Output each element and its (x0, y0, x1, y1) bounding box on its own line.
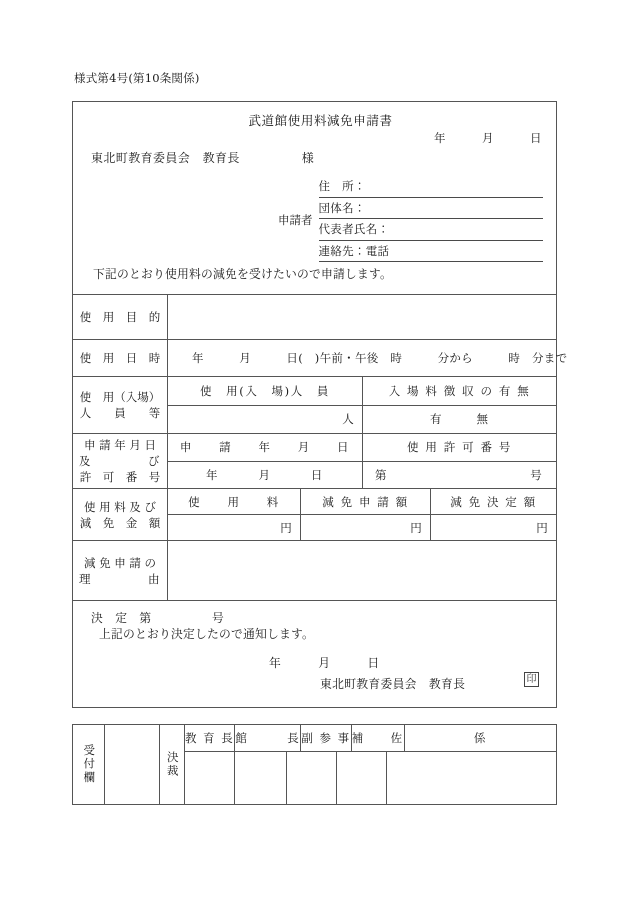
reason-input-area[interactable] (168, 541, 556, 600)
form-number: 様式第4号(第10条関係) (74, 71, 200, 85)
requested-reduction-header: 減 免 申 請 額 (301, 489, 431, 514)
permit-subtable (168, 434, 556, 488)
decision-block (73, 601, 556, 707)
label-purpose-line: 使 用 目 的 (79, 310, 161, 324)
applicant-phone-field[interactable]: 連絡先：電話 (319, 241, 544, 263)
approval-label-cell (160, 725, 185, 804)
decision-number-line[interactable]: 決 定 第 号 (91, 611, 225, 625)
approval-header-deputy: 副 参 事 (301, 725, 351, 751)
decision-date-line[interactable]: 年 月 日 (269, 656, 380, 670)
fee-value-row (168, 515, 556, 540)
label-fee-line2: 減 免 金 額 (79, 515, 161, 530)
permit-number-input[interactable] (363, 462, 556, 489)
approval-table (72, 724, 557, 805)
approval-stamp-director[interactable] (235, 752, 287, 804)
reception-label-cell (73, 725, 105, 804)
applicant-organization-field[interactable]: 団体名： (319, 198, 544, 220)
approval-header-staff: 係 (473, 731, 487, 745)
submission-date-line: 年 月 日 (434, 131, 542, 145)
permit-number-header: 使 用 許 可 番 号 (407, 440, 512, 455)
applicant-label: 申請者 (278, 213, 313, 227)
admission-fee-header: 入 場 料 徴 収 の 有 無 (388, 383, 531, 398)
decision-notice-text: 上記のとおり決定したので通知します。 (99, 627, 315, 641)
main-form-frame (72, 101, 568, 708)
row-usage-datetime (73, 340, 568, 377)
approval-columns (185, 725, 556, 804)
attendance-header-row (168, 377, 556, 406)
approval-stamp-assistant[interactable] (337, 752, 387, 804)
label-attendance-line2: 人 員 等 (79, 406, 161, 420)
label-permit-line1: 申 請 年 月 日 (83, 438, 157, 452)
usage-fee-input[interactable]: 円 (168, 515, 301, 540)
applicant-section (278, 176, 543, 262)
usage-datetime-value[interactable] (168, 340, 567, 376)
label-reason-line2: 理 由 (79, 571, 160, 586)
attendance-subtable (168, 377, 556, 433)
approval-stamp-deputy[interactable] (287, 752, 337, 804)
permit-value-row (168, 462, 556, 489)
approval-label: 決裁 (165, 751, 180, 778)
applicant-representative-field[interactable]: 代表者氏名： (319, 219, 544, 241)
approval-header-row (185, 725, 556, 752)
decided-reduction-input[interactable]: 円 (536, 520, 548, 535)
label-permit-line3: 許 可 番 号 (79, 470, 161, 484)
applicant-fields (319, 176, 544, 262)
approval-stamp-staff[interactable] (387, 752, 556, 804)
fee-subtable (168, 489, 556, 540)
label-fee-line1: 使 用 料 及 び (83, 499, 157, 514)
application-date-input[interactable]: 年 月 日 (168, 462, 363, 489)
permit-header-row (168, 434, 556, 462)
label-permit (73, 434, 168, 488)
requested-reduction-input[interactable]: 円 (301, 515, 431, 540)
approval-header-director: 館 長 (235, 725, 301, 751)
page-title: 武道館使用料減免申請書 (248, 113, 393, 128)
decided-reduction-header: 減 免 決 定 額 (450, 494, 537, 509)
decision-signer: 東北町教育委員会 教育長 (320, 677, 466, 691)
attendance-count-header: 使 用(入 場)人 員 (168, 377, 363, 405)
application-date-header: 申 請 年 月 日 (168, 434, 363, 461)
label-attendance-line1: 使 用（入場） (79, 390, 161, 404)
label-usage-datetime-line: 使 用 日 時 (79, 351, 161, 365)
purpose-input-area[interactable] (168, 295, 556, 339)
fee-header-row (168, 489, 556, 515)
approval-stamp-superintendent[interactable] (185, 752, 235, 804)
applicant-address-field[interactable]: 住 所： (319, 176, 544, 198)
attendance-value-row (168, 406, 556, 434)
row-fee (73, 489, 556, 541)
usage-datetime-text: 年 月 日( )午前・午後 時 分から 時 分まで (192, 351, 568, 365)
addressee-line: 東北町教育委員会 教育長 様 (91, 151, 315, 165)
admission-fee-options (430, 411, 489, 427)
seal-stamp-box[interactable]: 印 (524, 672, 539, 687)
attendance-count-input[interactable]: 人 (168, 406, 363, 434)
option-yes[interactable]: 有 (430, 412, 443, 427)
label-usage-datetime (73, 340, 168, 376)
approval-header-assistant: 補 佐 (352, 725, 405, 751)
row-permit (73, 434, 556, 489)
label-reason-line1: 減 免 申 請 の (83, 555, 157, 570)
permit-number-prefix: 第 (375, 467, 387, 482)
form-header-block (73, 102, 556, 295)
row-reason (73, 541, 556, 601)
reception-stamp-cell[interactable] (105, 725, 160, 804)
label-reason (73, 541, 168, 600)
approval-header-superintendent: 教 育 長 (185, 725, 235, 751)
usage-fee-header: 使 用 料 (168, 489, 301, 514)
label-permit-line2: 及 び (79, 454, 160, 468)
row-purpose (73, 295, 556, 340)
permit-number-suffix: 号 (530, 467, 542, 482)
reception-label: 受付欄 (82, 744, 97, 785)
approval-stamp-row (185, 752, 556, 804)
label-fee (73, 489, 168, 540)
intro-statement: 下記のとおり使用料の減免を受けたいので申請します。 (93, 267, 392, 281)
row-attendance (73, 377, 556, 434)
admission-fee-choice[interactable] (363, 406, 556, 434)
option-no[interactable]: 無 (476, 412, 489, 427)
label-attendance (73, 377, 168, 433)
label-purpose (73, 295, 168, 339)
